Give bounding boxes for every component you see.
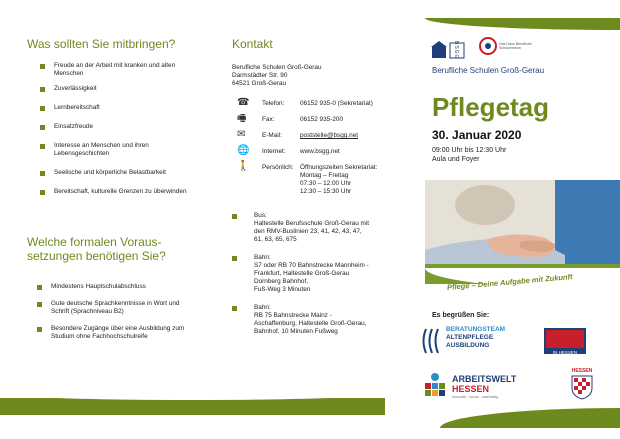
website-link[interactable]: www.bsgg.net <box>300 148 340 155</box>
email-link[interactable]: poststelle@bsgg.net <box>300 132 359 139</box>
hessen-pflege-badge: IN HESSEN <box>544 328 586 354</box>
bullet-icon <box>40 171 45 176</box>
bullet-icon <box>40 144 45 149</box>
transport-bus: Bus: Haltestelle Berufsschule Groß-Gerau mit den RMV-Buslinien 23, 41, 42, 43, 47, 61, 63, 65, 675 <box>232 212 392 244</box>
globe-icon: 🌐 <box>237 145 250 156</box>
transport-list <box>232 212 392 336</box>
contact-row-personal: 🚶 Persönlich: Öffnungszeiten Sekretariat: Montag – Freitag 07:30 – 12:00 Uhr 12:30 – 15:30 Uhr <box>237 161 378 195</box>
bullet-icon <box>232 256 237 261</box>
transport-train-2: Bahn: RB 75 Bahnstrecke Mainz - Aschaffenburg, Haltestelle Groß-Gerau, Bahnhof, 10 Minuten Fußweg <box>232 304 392 336</box>
list-item: Bereitschaft, kulturelle Grenzen zu überwinden <box>40 188 190 196</box>
fax-icon: 🖷 <box>237 113 247 124</box>
bring-heading: Was sollten Sie mitbringen? <box>27 37 176 51</box>
contact-heading: Kontakt <box>232 37 273 51</box>
event-time-place: 09:00 Uhr bis 12:30 Uhr Aula und Foyer <box>432 147 507 163</box>
bullet-icon <box>232 214 237 219</box>
transport-train-1: Bahn: S7 oder RB 70 Bahnstrecke Mannheim - Frankfurt, Haltestelle Groß-Gerau Dornberg Bahnhof, Fuß-Weg 3 Minuten <box>232 254 392 294</box>
top-band <box>425 18 620 30</box>
phone-icon: ☎ <box>237 97 250 108</box>
person-icon: 🚶 <box>237 161 250 172</box>
school-emblem-icon <box>478 36 498 56</box>
school-name: Berufliche Schulen Groß-Gerau <box>432 66 545 75</box>
bullet-icon <box>40 64 45 69</box>
bullet-icon <box>37 285 42 290</box>
event-date: 30. Januar 2020 <box>432 128 522 142</box>
bullet-icon <box>40 87 45 92</box>
bring-list <box>40 62 190 196</box>
email-icon: ✉ <box>237 129 246 140</box>
hessen-emblem-icon <box>546 330 584 348</box>
contact-row-email: ✉ E-Mail: poststelle@bsgg.net <box>237 129 359 140</box>
contact-row-fax: 🖷 Fax: 06152 935-200 <box>237 113 343 124</box>
bottom-right-band <box>440 408 620 428</box>
list-item: Lernbereitschaft <box>40 104 190 112</box>
partner-logo-beratungsteam: BERATUNGSTEAM ALTENPFLEGE AUSBILDUNG IN HESSEN <box>418 324 606 358</box>
requirements-heading: Welche formalen Voraus- setzungen benötigen Sie? <box>27 235 166 263</box>
school-logo-left <box>430 40 466 62</box>
page-title: Pflegetag <box>432 92 550 122</box>
list-item: Interesse an Menschen und ihren Lebensgeschichten <box>40 142 190 158</box>
bullet-icon <box>232 306 237 311</box>
list-item: Gute deutsche Sprachkenntnisse in Wort und Schrift (Sprachniveau B2) <box>37 300 187 316</box>
address-block: Berufliche Schulen Groß-Gerau Darmstädter Str. 90 64521 Groß-Gerau <box>232 64 322 87</box>
list-item: Besondere Zugänge über eine Ausbildung zum Studium ohne Fachhochschulreife <box>37 325 187 341</box>
bullet-icon <box>40 106 45 111</box>
school-building-icon <box>430 40 466 62</box>
welcome-label: Es begrüßen Sie: <box>432 312 490 319</box>
list-item: Seelische und körperliche Belastbarkeit <box>40 169 190 177</box>
contact-row-phone: ☎ Telefon: 06152 935-0 (Sekretariat) <box>237 97 373 108</box>
arc-waves-icon <box>420 326 442 356</box>
bullet-icon <box>40 190 45 195</box>
list-item: Einsatzfreude <box>40 123 190 131</box>
contact-list <box>237 97 397 204</box>
list-item: Zuverlässigkeit <box>40 85 190 93</box>
list-item: Mindestens Hauptschulabschluss <box>37 283 187 291</box>
bullet-icon <box>37 302 42 307</box>
partner-logo-arbeitswelt: ARBEITSWELT HESSEN innovativ · sozial · nachhaltig HESSEN <box>418 366 606 406</box>
school-logo-right: Das Haus Berufliche Schulzentrum <box>478 36 534 62</box>
list-item: Freude an der Arbeit mit kranken und alten Menschen <box>40 62 190 78</box>
requirements-list <box>37 283 187 341</box>
hessen-lion-icon <box>568 374 596 400</box>
bullet-icon <box>37 327 42 332</box>
footer-band <box>0 398 385 415</box>
hessen-state-logo: HESSEN <box>568 368 596 402</box>
arbeitswelt-figure-icon <box>422 372 448 400</box>
slogan: Pflege – Deine Aufgabe mit Zukunft <box>446 272 573 292</box>
contact-row-internet: 🌐 Internet: www.bsgg.net <box>237 145 340 156</box>
bullet-icon <box>40 125 45 130</box>
bsgg-logo-text: BSGG <box>453 41 459 60</box>
